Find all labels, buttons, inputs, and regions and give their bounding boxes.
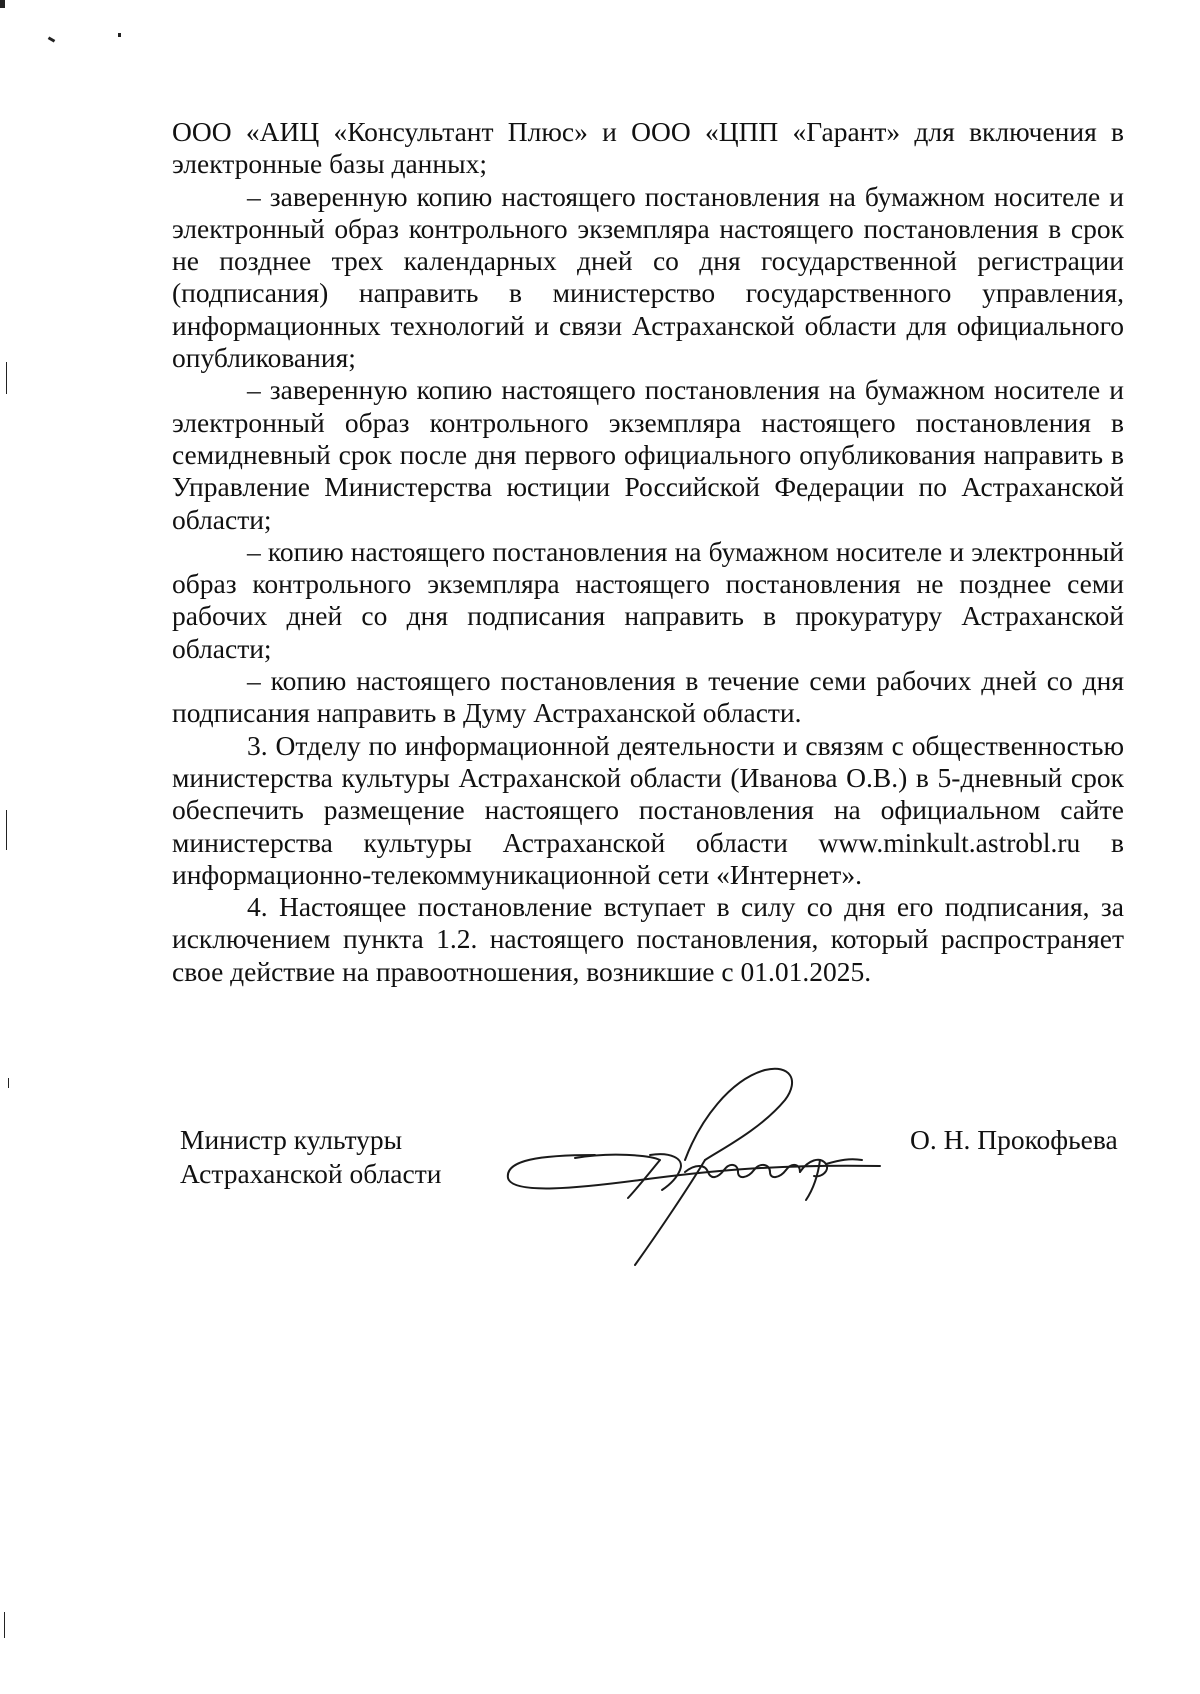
scan-mark bbox=[0, 0, 5, 8]
scan-mark bbox=[48, 36, 56, 42]
handwritten-signature bbox=[500, 1060, 900, 1270]
signatory-position-line: Министр культуры bbox=[180, 1124, 403, 1155]
scan-mark bbox=[118, 33, 121, 37]
paragraph-item: – заверенную копию настоящего постановления на бумажном носителе и электронный образ контрольного экземпляра настоящего постановления в срок не позднее трех календарных дней со дня государственной регистрации (подписания) направить в министерство государственного управления, информационных технологий и связи Астраханской области для официального опубликования; bbox=[172, 180, 1124, 374]
scan-mark bbox=[6, 362, 7, 394]
scan-mark bbox=[6, 810, 7, 850]
scan-mark bbox=[8, 1078, 9, 1088]
paragraph-continuation: ООО «АИЦ «Консультант Плюс» и ООО «ЦПП «Гарант» для включения в электронные базы данных; bbox=[172, 116, 1124, 180]
signatory-name: О. Н. Прокофьева bbox=[910, 1124, 1118, 1155]
document-body bbox=[172, 116, 1124, 988]
scan-mark bbox=[4, 1612, 5, 1638]
signatory-position-line: Астраханской области bbox=[180, 1158, 442, 1189]
paragraph-point-4: 4. Настоящее постановление вступает в силу со дня его подписания, за исключением пункта 1.2. настоящего постановления, который распространяет свое действие на правоотношения, возникшие с 01.01.2025. bbox=[172, 891, 1124, 987]
paragraph-item: – копию настоящего постановления на бумажном носителе и электронный образ контрольного экземпляра настоящего постановления не позднее семи рабочих дней со дня подписания направить в прокуратуру Астраханской области; bbox=[172, 535, 1124, 664]
paragraph-item: – заверенную копию настоящего постановления на бумажном носителе и электронный образ контрольного экземпляра настоящего постановления в семидневный срок после дня первого официального опубликования направить в Управление Министерства юстиции Российской Федерации по Астраханской области; bbox=[172, 374, 1124, 535]
paragraph-item: – копию настоящего постановления в течение семи рабочих дней со дня подписания направить в Думу Астраханской области. bbox=[172, 665, 1124, 729]
paragraph-point-3: 3. Отделу по информационной деятельности и связям с общественностью министерства культуры Астраханской области (Иванова О.В.) в 5-дневный срок обеспечить размещение настоящего постановления на официальном сайте министерства культуры Астраханской области www.minkult.astrobl.ru в информационно-телекоммуникационной сети «Интернет». bbox=[172, 729, 1124, 890]
signatory-position bbox=[180, 1123, 441, 1191]
